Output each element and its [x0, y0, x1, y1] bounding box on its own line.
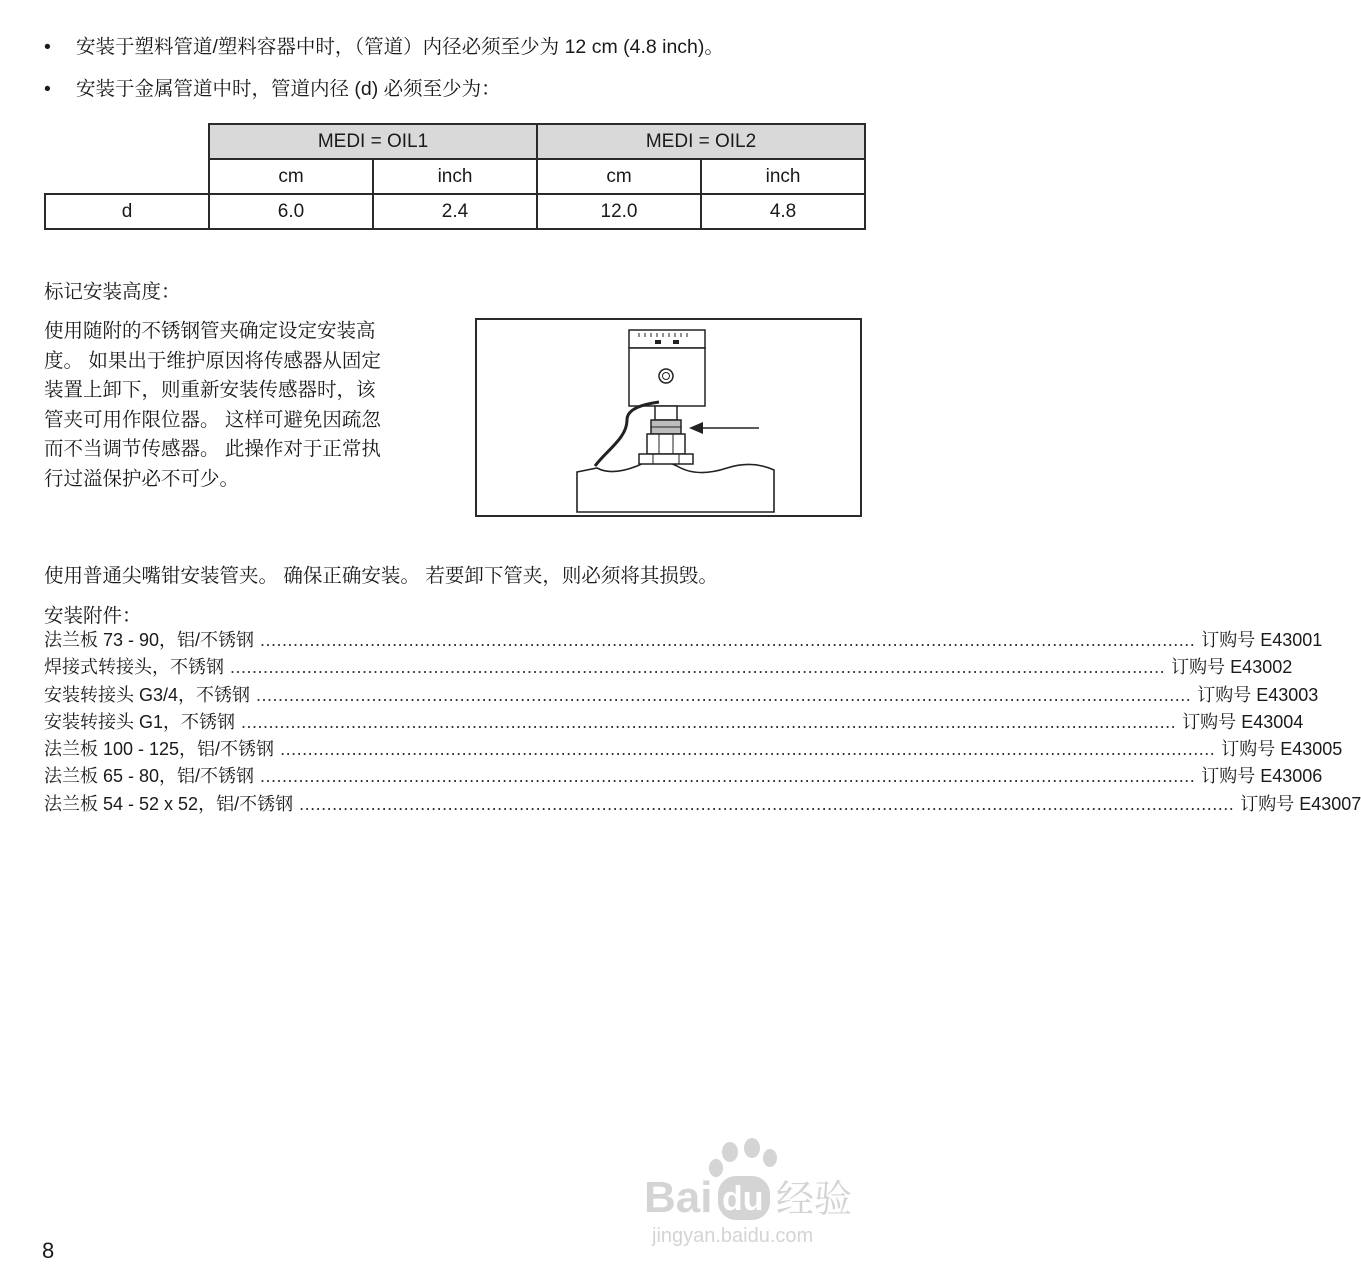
section-heading: 标记安装高度： [44, 281, 181, 303]
paragraph-line: 管夹可用作限位器。 这样可避免因疏忽 [44, 408, 381, 431]
table-corner [45, 159, 209, 194]
accessory-name: 法兰板 54 - 52 x 52，铝/不锈钢 [44, 793, 294, 814]
sensor-led [673, 340, 679, 344]
order-number: 订购号 E43002 [1171, 657, 1293, 678]
order-number: 订购号 E43004 [1182, 711, 1304, 732]
table-group-header: MEDI = OIL2 [537, 124, 865, 159]
accessories-list [44, 627, 1361, 818]
paragraph-line: 装置上卸下，则重新安装传感器时，该 [44, 379, 376, 402]
paragraph-line: 使用随附的不锈钢管夹确定设定安装高 [44, 320, 376, 342]
paragraph-line: 行过溢保护必不可少。 [44, 467, 240, 490]
table-unit-cell: inch [701, 159, 865, 194]
sensor-button-icon [659, 369, 673, 383]
paragraph-line: 而不当调节传感器。 此操作对于正常执 [44, 438, 381, 461]
sensor-illustration [477, 320, 860, 515]
accessory-name: 安装转接头 G3/4，不锈钢 [44, 684, 251, 705]
watermark-brand-left: Bai [644, 1173, 713, 1222]
order-number: 订购号 E43007 [1240, 793, 1361, 814]
leader-dots: .......................................................................................................................................................................... [260, 766, 1196, 787]
order-number: 订购号 E43006 [1201, 766, 1323, 787]
page-number: 8 [42, 1238, 55, 1263]
watermark-brand-right: 经验 [776, 1177, 853, 1221]
sensor-mounting-figure [475, 318, 862, 517]
leader-dots: .......................................................................................................................................................................... [299, 793, 1235, 814]
table-cell: 4.8 [701, 194, 865, 229]
table-row [45, 194, 865, 229]
list-item [44, 791, 1361, 818]
pipe-wall-shape [577, 461, 774, 512]
table-unit-cell: inch [373, 159, 537, 194]
table-cell: 2.4 [373, 194, 537, 229]
accessory-name: 法兰板 65 - 80，铝/不锈钢 [44, 766, 255, 787]
list-item [44, 627, 1323, 654]
leader-dots: .......................................................................................................................................................................... [241, 711, 1177, 732]
bullet-dot: • [44, 36, 51, 58]
list-item [44, 682, 1319, 709]
table-header-row [45, 124, 865, 159]
sensor-led [655, 340, 661, 344]
list-item [44, 709, 1304, 736]
watermark-brand-mid: du [722, 1180, 764, 1218]
bullet-item [44, 36, 874, 78]
paw-icon [709, 1138, 777, 1177]
bullet-item [44, 78, 874, 120]
leader-dots: .......................................................................................................................................................................... [256, 684, 1192, 705]
leader-dots: .......................................................................................................................................................................... [260, 630, 1196, 650]
bullet-dot: • [44, 78, 51, 100]
mounting-fitting [647, 434, 685, 454]
arrow-head-icon [689, 422, 703, 434]
table-group-header: MEDI = OIL1 [209, 124, 537, 159]
paragraph-line: 度。 如果出于维护原因将传感器从固定 [44, 349, 381, 372]
list-item [44, 763, 1323, 790]
watermark-graphic [642, 1140, 868, 1250]
table-row-label: d [45, 194, 209, 229]
pipe-diameter-table [44, 123, 866, 230]
accessory-name: 法兰板 73 - 90，铝/不锈钢 [44, 630, 255, 650]
list-item [44, 736, 1343, 763]
baidu-watermark [642, 1140, 868, 1250]
order-number: 订购号 E43005 [1221, 739, 1343, 760]
table-cell: 6.0 [209, 194, 373, 229]
accessory-name: 法兰板 100 - 125，铝/不锈钢 [44, 739, 275, 760]
mark-paragraph [44, 317, 444, 495]
sensor-head-top [629, 330, 705, 348]
bullet-list [44, 36, 874, 120]
list-item [44, 654, 1293, 681]
accessory-name: 安装转接头 G1，不锈钢 [44, 711, 236, 732]
table-corner [45, 124, 209, 159]
table-unit-row [45, 159, 865, 194]
bullet-text: 安装于塑料管道/塑料容器中时，（管道）内径必须至少为 12 cm (4.8 inch)。 [76, 36, 724, 58]
table-cell: 12.0 [537, 194, 701, 229]
leader-dots: .......................................................................................................................................................................... [280, 739, 1216, 760]
accessories-heading: 安装附件： [44, 605, 142, 627]
mounting-nut [639, 454, 693, 464]
accessory-name: 焊接式转接头，不锈钢 [44, 657, 224, 678]
order-number: 订购号 E43001 [1201, 630, 1323, 650]
watermark-url: jingyan.baidu.com [652, 1225, 814, 1247]
tool-instruction: 使用普通尖嘴钳安装管夹。 确保正确安装。 若要卸下管夹，则必须将其损毁。 [44, 565, 718, 587]
sensor-stem [655, 406, 677, 420]
order-number: 订购号 E43003 [1197, 684, 1319, 705]
bullet-text: 安装于金属管道中时，管道内径 (d) 必须至少为： [76, 78, 501, 100]
table-unit-cell: cm [209, 159, 373, 194]
leader-dots: .......................................................................................................................................................................... [230, 657, 1166, 678]
table-unit-cell: cm [537, 159, 701, 194]
